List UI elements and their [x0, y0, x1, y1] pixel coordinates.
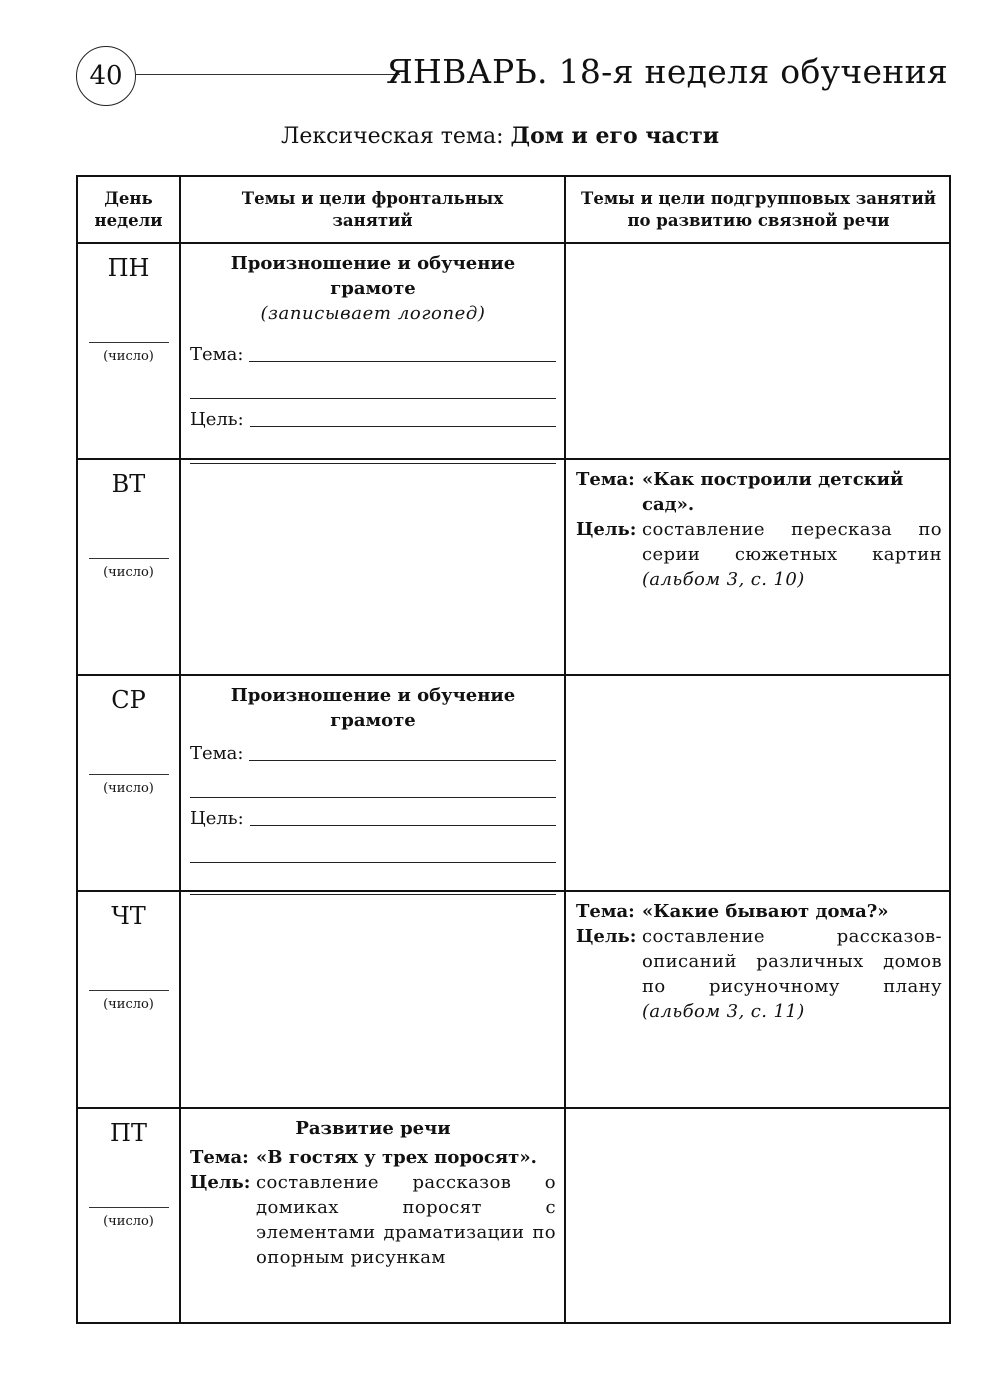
frontal-cell-wed	[190, 683, 556, 895]
page-title: ЯНВАРЬ. 18-я неделя обучения	[386, 52, 948, 91]
header-day-line2: недели	[94, 210, 163, 230]
row-divider	[78, 674, 949, 676]
frontal-title: Произношение и обучение грамоте	[230, 685, 516, 731]
goal-field-extra-line[interactable]	[190, 831, 556, 863]
header-day	[78, 177, 179, 242]
row-divider	[78, 1107, 949, 1109]
theme-text: «Какие бывают дома?»	[642, 901, 889, 922]
header-frontal-line1: Темы и цели фронтальных	[241, 188, 504, 208]
theme-label: Тема:	[576, 901, 635, 922]
header-rule	[136, 74, 400, 75]
theme-label: Тема:	[190, 743, 244, 764]
theme-field[interactable]	[190, 733, 556, 766]
lexical-topic-value: Дом и его части	[510, 123, 720, 149]
date-label: (число)	[103, 781, 154, 796]
goal-label: Цель:	[190, 1172, 251, 1193]
frontal-note: (записывает логопед)	[260, 303, 486, 324]
day-label: СР	[111, 686, 146, 714]
goal-label: Цель:	[190, 409, 244, 430]
header-day-line1: День	[104, 188, 153, 208]
goal-text	[642, 924, 942, 1024]
date-input-line[interactable]	[89, 558, 169, 559]
goal-reference: (альбом 3, с. 11)	[642, 1001, 805, 1022]
theme-label: Тема:	[576, 469, 635, 490]
subgroup-cell-tue	[576, 467, 942, 592]
theme-label: Тема:	[190, 344, 244, 365]
date-input-line[interactable]	[89, 990, 169, 991]
goal-text: составление рассказов о домиках поросят с элементами драматизации по опорным рисункам	[256, 1172, 556, 1268]
weekly-plan-table	[76, 175, 951, 1324]
day-label: ЧТ	[111, 902, 146, 930]
goal-label: Цель:	[576, 519, 637, 540]
frontal-cell-fri	[190, 1116, 556, 1270]
goal-description: составление пересказа по серии сюжетных картин	[642, 519, 942, 565]
header-subgroup-line2: по развитию связной речи	[627, 210, 890, 230]
day-cell-thu	[78, 892, 179, 1012]
lexical-topic	[0, 123, 1000, 149]
goal-field-extra-line[interactable]	[190, 863, 556, 895]
day-label: ПН	[107, 254, 150, 282]
day-cell-mon	[78, 244, 179, 364]
page-number: 40	[76, 46, 136, 106]
day-cell-wed	[78, 676, 179, 796]
row-divider	[78, 242, 949, 244]
frontal-title: Произношение и обучение грамоте	[230, 253, 516, 299]
date-label: (число)	[103, 349, 154, 364]
goal-description: составление рассказов-описаний различных домов по рисуночному плану	[642, 926, 942, 997]
date-label: (число)	[103, 997, 154, 1012]
theme-field[interactable]	[190, 334, 556, 367]
date-input-line[interactable]	[89, 342, 169, 343]
header-frontal-line2: занятий	[332, 210, 413, 230]
date-label: (число)	[103, 1214, 154, 1229]
day-label: ПТ	[110, 1119, 147, 1147]
goal-field[interactable]	[190, 399, 556, 432]
subgroup-cell-thu	[576, 899, 942, 1024]
goal-field-extra-line[interactable]	[190, 432, 556, 464]
goal-label: Цель:	[190, 808, 244, 829]
header-frontal	[181, 177, 564, 242]
day-label: ВТ	[111, 470, 146, 498]
theme-field-extra-line[interactable]	[190, 766, 556, 798]
column-divider	[564, 177, 566, 1322]
theme-text: «Как построили детский сад».	[642, 469, 904, 515]
theme-field-extra-line[interactable]	[190, 367, 556, 399]
day-cell-fri	[78, 1109, 179, 1229]
column-divider	[179, 177, 181, 1322]
frontal-cell-mon	[190, 251, 556, 464]
theme-text: «В гостях у трех поросят».	[256, 1147, 537, 1168]
date-input-line[interactable]	[89, 1207, 169, 1208]
day-cell-tue	[78, 460, 179, 580]
frontal-title: Развитие речи	[295, 1118, 451, 1139]
goal-label: Цель:	[576, 926, 637, 947]
header-subgroup	[566, 177, 951, 242]
goal-text	[642, 517, 942, 592]
date-input-line[interactable]	[89, 774, 169, 775]
goal-reference: (альбом 3, с. 10)	[642, 569, 805, 590]
date-label: (число)	[103, 565, 154, 580]
goal-field[interactable]	[190, 798, 556, 831]
theme-label: Тема:	[190, 1147, 249, 1168]
header-subgroup-line1: Темы и цели подгрупповых занятий	[581, 188, 936, 208]
lexical-topic-label: Лексическая тема:	[280, 124, 511, 149]
